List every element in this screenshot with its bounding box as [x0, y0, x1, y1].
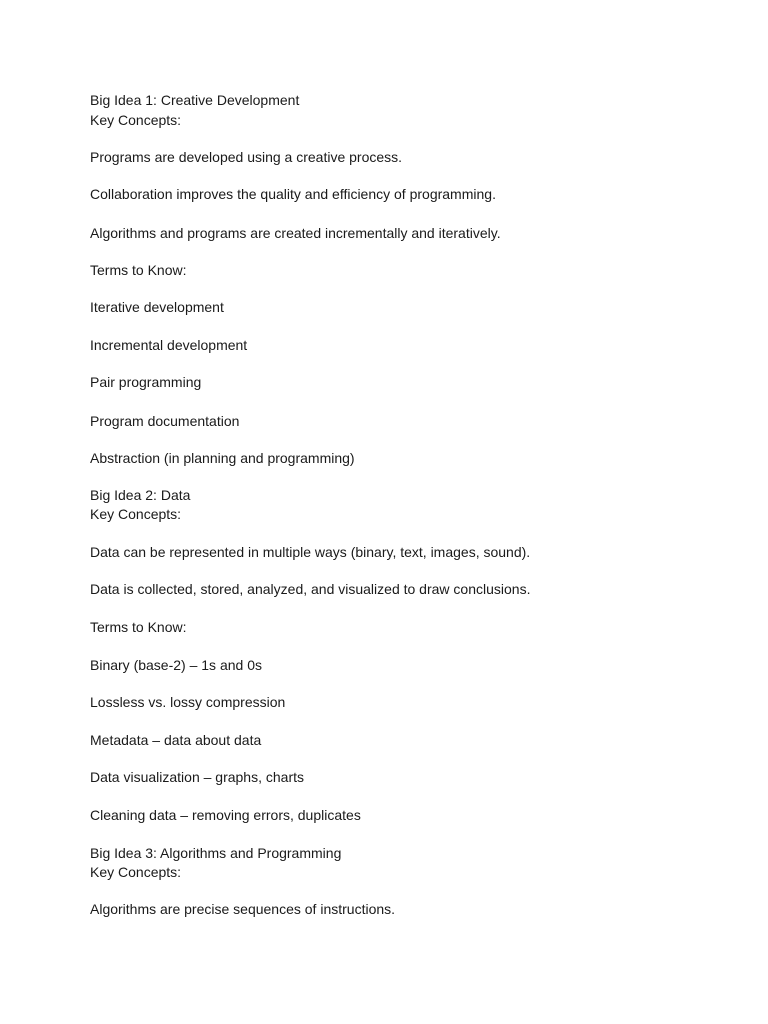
terms-label: Terms to Know: [90, 619, 187, 635]
term-item: Data visualization – graphs, charts [90, 769, 304, 785]
section-title: Big Idea 3: Algorithms and Programming [90, 845, 342, 861]
term-item: Lossless vs. lossy compression [90, 694, 286, 710]
concept-item: Collaboration improves the quality and efficiency of programming. [90, 186, 496, 202]
key-concepts-label: Key Concepts: [90, 112, 182, 128]
concept-item: Data is collected, stored, analyzed, and visualized to draw conclusions. [90, 581, 531, 597]
term-item: Cleaning data – removing errors, duplicates [90, 807, 361, 823]
concept-item: Algorithms are precise sequences of instructions. [90, 901, 396, 917]
term-item: Binary (base-2) – 1s and 0s [90, 657, 262, 673]
key-concepts-label: Key Concepts: [90, 864, 182, 880]
terms-label: Terms to Know: [90, 262, 187, 278]
term-item: Program documentation [90, 413, 240, 429]
term-item: Incremental development [90, 337, 248, 353]
section-title: Big Idea 2: Data [90, 487, 191, 503]
key-concepts-label: Key Concepts: [90, 506, 182, 522]
concept-item: Algorithms and programs are created incrementally and iteratively. [90, 225, 501, 241]
term-item: Iterative development [90, 299, 224, 315]
term-item: Abstraction (in planning and programming) [90, 450, 355, 466]
term-item: Pair programming [90, 374, 202, 390]
concept-item: Data can be represented in multiple ways (binary, text, images, sound). [90, 544, 531, 560]
concept-item: Programs are developed using a creative process. [90, 149, 403, 165]
section-title: Big Idea 1: Creative Development [90, 92, 300, 108]
term-item: Metadata – data about data [90, 732, 262, 748]
